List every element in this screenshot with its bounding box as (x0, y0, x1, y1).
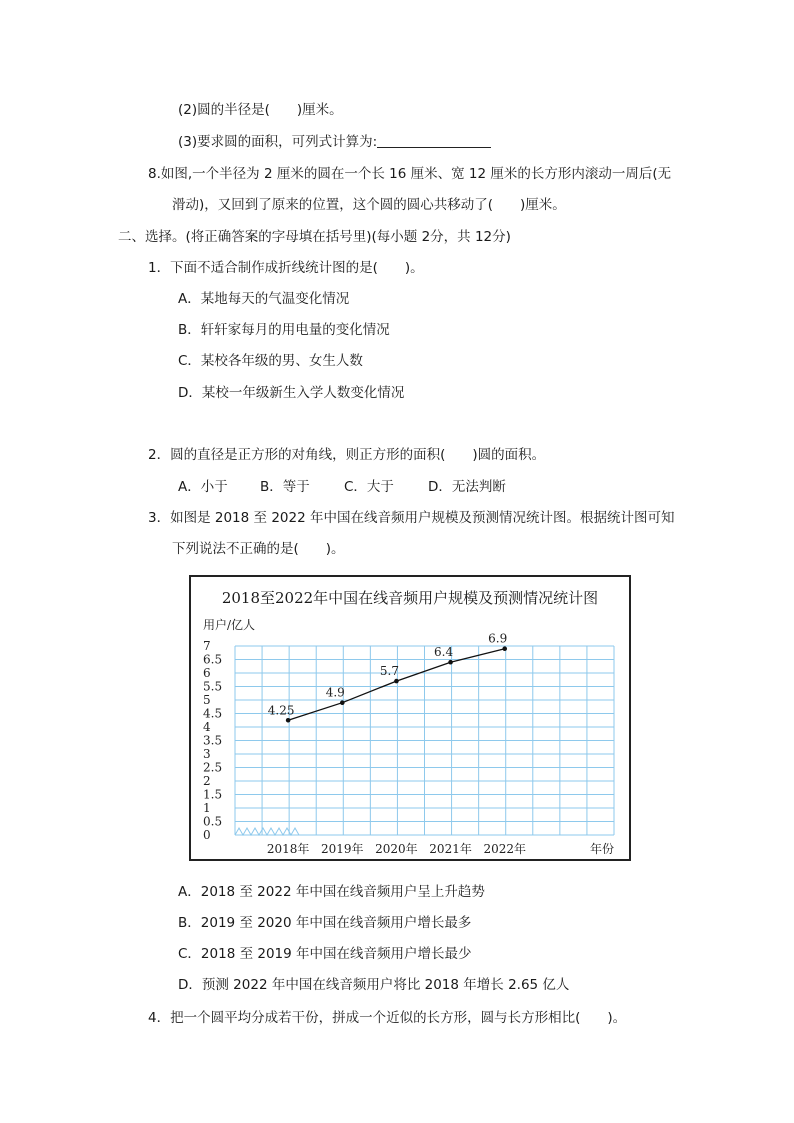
data-label: 6.4 (434, 645, 454, 660)
q2-option-d: D．无法判断 (428, 479, 506, 495)
q1-option-a: A．某地每天的气温变化情况 (178, 291, 350, 307)
q-radius: (2)圆的半径是( )厘米。 (178, 102, 343, 118)
y-tick-label: 1.5 (203, 787, 223, 802)
q-area-formula-text: (3)要求圆的面积，可列式计算为: (178, 134, 378, 150)
q4-stem: 4．把一个圆平均分成若干份，拼成一个近似的长方形，圆与长方形相比( )。 (148, 1010, 627, 1026)
q1-option-d: D．某校一年级新生入学人数变化情况 (178, 385, 405, 401)
data-label: 6.9 (488, 631, 508, 646)
y-tick-label: 2.5 (203, 760, 223, 775)
y-tick-label: 3.5 (203, 733, 223, 748)
data-point (448, 660, 453, 665)
q2-options (178, 478, 506, 496)
x-tick-label: 2022年 (483, 842, 526, 856)
y-tick-label: 0.5 (203, 814, 223, 829)
q8-line2: 滑动)，又回到了原来的位置，这个圆的圆心共移动了( )厘米。 (172, 197, 566, 213)
q2-option-a: A．小于 (178, 479, 228, 495)
q3-option-b: B．2019 至 2020 年中国在线音频用户增长最多 (178, 915, 472, 931)
y-tick-label: 4.5 (203, 706, 223, 721)
x-tick-label: 2020年 (375, 842, 418, 856)
q1-stem: 1．下面不适合制作成折线统计图的是( )。 (148, 260, 424, 276)
x-axis-label: 年份 (589, 842, 615, 856)
q3-option-d: D．预测 2022 年中国在线音频用户将比 2018 年增长 2.65 亿人 (178, 977, 570, 993)
x-tick-label: 2021年 (429, 842, 472, 856)
answer-blank[interactable] (377, 133, 491, 148)
q3-stem-line1: 3．如图是 2018 至 2022 年中国在线音频用户规模及预测情况统计图。根据统计图可知 (148, 510, 675, 526)
data-point (340, 700, 345, 705)
q8-line1: 8.如图,一个半径为 2 厘米的圆在一个长 16 厘米、宽 12 厘米的长方形内滚动一周后(无 (148, 166, 672, 182)
data-point (286, 718, 291, 723)
q2-option-c: C．大于 (344, 479, 394, 495)
y-tick-label: 5.5 (203, 679, 223, 694)
data-point (394, 679, 399, 684)
y-tick-label: 6.5 (203, 652, 223, 667)
x-tick-label: 2018年 (266, 842, 310, 856)
y-tick-label: 4 (203, 720, 211, 734)
y-tick-label: 2 (203, 774, 211, 788)
data-point (502, 646, 507, 651)
data-label: 4.25 (267, 703, 295, 718)
y-tick-label: 3 (203, 747, 211, 761)
x-tick-label: 2019年 (321, 842, 364, 856)
y-tick-label: 0 (203, 828, 211, 842)
chart-plot (191, 577, 629, 859)
y-tick-label: 6 (203, 666, 211, 680)
q3-stem-line2: 下列说法不正确的是( )。 (172, 541, 345, 557)
q3-option-c: C．2018 至 2019 年中国在线音频用户增长最少 (178, 946, 472, 962)
data-label: 4.9 (325, 685, 345, 700)
q2-stem: 2．圆的直径是正方形的对角线，则正方形的面积( )圆的面积。 (148, 447, 546, 463)
q-area-formula (178, 133, 491, 151)
y-tick-label: 5 (203, 693, 211, 707)
chart-title: 2018至2022年中国在线音频用户规模及预测情况统计图 (221, 589, 599, 607)
q3-option-a: A．2018 至 2022 年中国在线音频用户呈上升趋势 (178, 884, 485, 900)
data-label: 5.7 (379, 664, 399, 679)
y-tick-label: 1 (203, 801, 211, 815)
y-tick-label: 7 (203, 639, 211, 653)
q2-option-b: B．等于 (260, 479, 310, 495)
q1-option-b: B．轩轩家每月的用电量的变化情况 (178, 322, 390, 338)
line-chart (189, 575, 631, 861)
q1-option-c: C．某校各年级的男、女生人数 (178, 353, 363, 369)
section-2-heading: 二、选择。(将正确答案的字母填在括号里)(每小题 2分，共 12分) (118, 229, 511, 245)
y-axis-label: 用户/亿人 (203, 618, 256, 632)
